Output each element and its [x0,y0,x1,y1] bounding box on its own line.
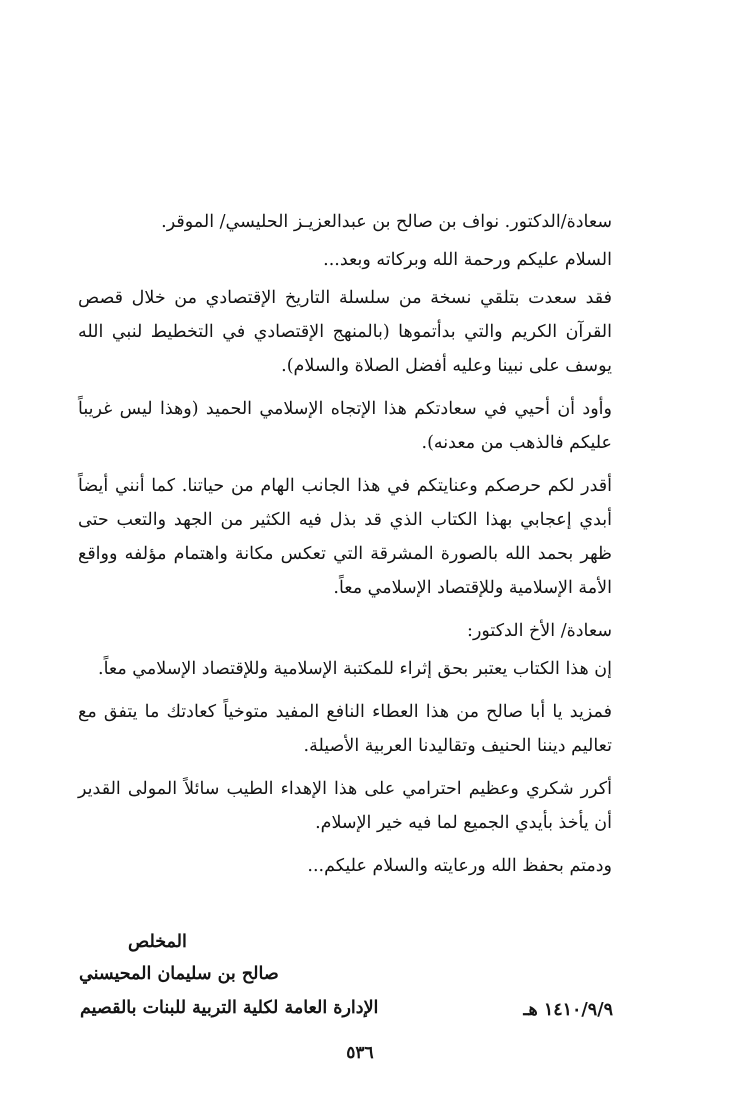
signatory-name: صالح بن سليمان المحيسني [79,964,279,984]
paragraph: أقدر لكم حرصكم وعنايتكم في هذا الجانب الهام من حياتنا. كما أنني أيضاً أبدي إعجابي بهذا الكتاب الذي قد بذل فيه الكثير من الجهد والتعب حتى ظهر بحمد الله بالصورة المشرقة التي تعكس مكانة واهتمام مؤلفه وواقع الأمة الإسلامية وللإقتصاد الإسلامي معاً. [78,476,612,598]
paragraph: إن هذا الكتاب يعتبر بحق إثراء للمكتبة الإسلامية وللإقتصاد الإسلامي معاً. [98,659,612,679]
page-number: ٥٣٦ [346,1043,374,1063]
letter-body [78,205,612,887]
paragraph: فمزيد يا أبا صالح من هذا العطاء النافع المفيد متوخياً كعادتك ما يتفق مع تعاليم ديننا الحنيف وتقاليدنا العربية الأصيلة. [78,702,612,756]
greeting: السلام عليكم ورحمة الله وبركاته وبعد... [323,250,612,270]
paragraph: أكرر شكري وعظيم احترامي على هذا الإهداء الطيب سائلاً المولى القدير أن يأخذ بأيدي الجميع لما فيه خير الإسلام. [78,779,612,833]
second-address: سعادة/ الأخ الدكتور: [467,621,612,641]
salutation: سعادة/الدكتور. نواف بن صالح بن عبدالعزيـز الحليسي/ الموقر. [161,212,612,232]
letter-date: ١٤١٠/٩/٩ هـ [523,1000,613,1020]
signature-label: المخلص [128,932,187,952]
signatory-organization: الإدارة العامة لكلية التربية للبنات بالقصيم [80,998,379,1018]
closing: ودمتم بحفظ الله ورعايته والسلام عليكم... [307,856,612,876]
paragraph: وأود أن أحيي في سعادتكم هذا الإتجاه الإسلامي الحميد (وهذا ليس غريباً عليكم فالذهب من معدنه). [78,399,612,453]
paragraph: فقد سعدت بتلقي نسخة من سلسلة التاريخ الإقتصادي من خلال قصص القرآن الكريم والتي بدأتموها (بالمنهج الإقتصادي في التخطيط لنبي الله يوسف على نبينا وعليه أفضل الصلاة والسلام). [78,288,612,376]
